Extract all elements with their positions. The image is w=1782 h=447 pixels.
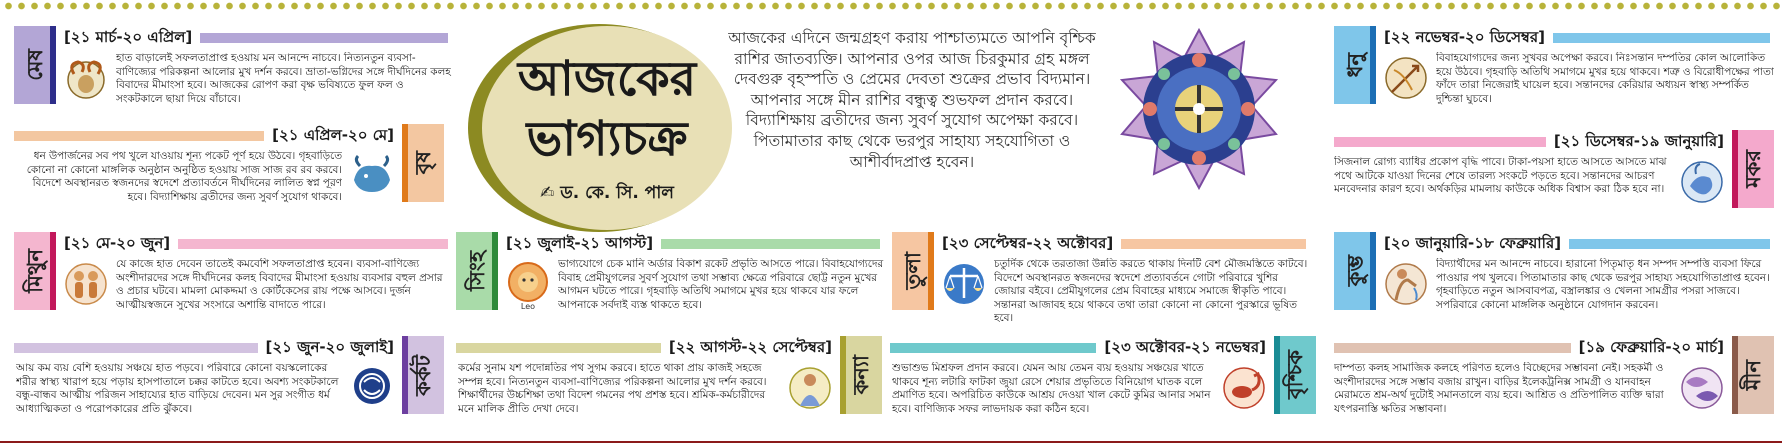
- date-range: [890, 338, 1266, 358]
- date-label: [২২ আগস্ট-২২ সেপ্টেম্বর]: [668, 337, 832, 356]
- sign-name-tab: [402, 336, 444, 414]
- date-range: [64, 28, 448, 48]
- date-range: [64, 234, 448, 254]
- tab-stripe: [840, 336, 846, 414]
- tab-stripe: [492, 232, 498, 310]
- tab-stripe: [1370, 26, 1376, 104]
- date-range: [506, 234, 880, 254]
- sign-name-tab: [1732, 130, 1774, 208]
- pen-icon: ✍: [540, 183, 555, 203]
- tab-stripe: [50, 232, 56, 310]
- page-title: আজকের: [517, 51, 697, 107]
- sign-name-tab: [14, 232, 56, 310]
- dotted-top-border: [0, 0, 1782, 12]
- tab-stripe: [402, 124, 408, 202]
- sign-name-tab: [840, 336, 882, 414]
- color-bar: [456, 343, 661, 353]
- title-emblem: [468, 24, 736, 232]
- sign-singha: [456, 232, 888, 330]
- prediction-text: বিদ্যার্থীদের মন আনন্দে নাচবে। হারানো পিতৃমাতৃ ধন সম্পদ সম্পত্তি ব্যবসা ফিরে পাওয়ার পথ খুলবে। পিতামাতার কাছ থেকে ভরপুর সাহায্য সহযোগিতাপ্রাপ্ত হবেন। গৃহবাড়িতে নতুন আসবাবপত্র, বস্ত্রালঙ্কার ও খেলনা সামগ্রীর পসরা সাজবে। সপরিবারে কোনো মাঙ্গলিক অনুষ্ঠানে যোগদান করবেন।: [1436, 258, 1770, 311]
- lion-caption: Leo: [520, 302, 536, 310]
- sign-name: মকর: [1740, 150, 1765, 188]
- prediction-text: শুভাশুভ মিশ্রফল প্রদান করবে। যেমন আয় তেমন ব্যয় হওয়ায় সঞ্চয়ের খাতে থাকবে শূন্য লটারি ফাটকা জুয়া রেসে শেয়ার প্রভৃতিতে বিনিয়োগ ঘাতক বলে প্রমাণিত হবে। অপরিচিত কাউকে আশ্রয় দেওয়া খাল কেটে কুমির আনার সমান হবে। বাণিজ্যিক সফর লাভদায়ক করা কঠিন হবে।: [892, 362, 1211, 415]
- sign-makar: [1334, 130, 1774, 228]
- sign-name: সিংহ: [464, 251, 489, 291]
- sign-name: মেষ: [22, 49, 47, 81]
- maiden-icon: [784, 362, 836, 414]
- sea-goat-icon: [1676, 156, 1728, 208]
- sign-tula: [892, 232, 1312, 330]
- sign-name: কন্যা: [848, 355, 873, 395]
- color-bar: [14, 131, 264, 141]
- sign-name: বৃশ্চিক: [1282, 350, 1307, 400]
- color-bar: [1569, 239, 1770, 249]
- sign-dhanu: [1334, 26, 1774, 124]
- sign-name-tab: [402, 124, 444, 202]
- sign-name-tab: [14, 26, 56, 104]
- water-bearer-icon: [1380, 258, 1432, 310]
- prediction-text: দাম্পত্য কলহ সামাজিক কলহে পরিণত হলেও বিচ্ছেদের সম্ভাবনা নেই। সহকর্মী ও অংশীদারদের সঙ্গে সম্ভাব বজায় রাখুন। বাড়ির ইলেকট্রনিক্স সামগ্রী ও যানবাহন মেরামতে শ্রম-অর্থ দুটোই সমানতালে ব্যয় হবে। আশ্রিত ও প্রতিপালিত ব্যক্তি দ্বারা যৎপরনাস্তি ক্ষতির সম্ভাবনা।: [1334, 362, 1664, 415]
- zodiac-wheel-icon: [1118, 28, 1280, 190]
- sign-meen: [1334, 336, 1774, 434]
- date-label: [২১ জুলাই-২১ আগস্ট]: [506, 233, 654, 252]
- color-bar: [890, 343, 1096, 353]
- sign-brisha: [14, 124, 444, 222]
- color-bar: [200, 33, 448, 43]
- date-range: [14, 338, 394, 358]
- sign-name: ধনু: [1342, 52, 1367, 78]
- prediction-text: চতুর্দিক থেকে তরতাজা উন্নতি করতে থাকায় দিনটি বেশ মৌজমস্তিতে কাটবে। বিদেশে অবস্থানরত স্বজনদের স্বদেশে প্রত্যাবর্তনে গোটা পরিবারে খুশির জোয়ার বইবে। প্রেমীযুগলের প্রেম বিবাহের মাধ্যমে সমাজে স্বীকৃতি পাবে। সন্তানরা আজাবহ হয়ে থাকবে তথা তারা কোনো না কোনো পুরস্কারে ভূষিত হবে।: [994, 258, 1308, 325]
- date-range: [1334, 338, 1724, 358]
- date-label: [২২ নভেম্বর-২০ ডিসেম্বর]: [1384, 27, 1545, 46]
- tab-stripe: [50, 26, 56, 104]
- author-byline: [482, 180, 732, 208]
- color-bar: [1553, 33, 1770, 43]
- date-label: [১৯ ফেব্রুয়ারি-২০ মার্চ]: [1578, 337, 1724, 356]
- ram-icon: [60, 52, 112, 104]
- tab-stripe: [1274, 336, 1280, 414]
- date-label: [২১ মার্চ-২০ এপ্রিল]: [64, 27, 193, 46]
- sign-kanya: [456, 336, 882, 434]
- color-bar: [178, 239, 448, 249]
- tab-stripe: [1732, 130, 1738, 208]
- color-bar: [1121, 239, 1306, 249]
- prediction-text: যে কাজে হাত দেবেন তাতেই কমবেশি সফলতাপ্রাপ্ত হবেন। ব্যবসা-বাণিজ্যে অংশীদারদের সঙ্গে দীর্ঘদিনের কলহ বিবাদের মীমাংসা হওয়ায় ব্যবসার বহুল প্রসার ও প্রচার ঘটবে। মামলা মোকদ্দমা ও কোর্টকেসের রায় পক্ষে আসবে। দুর্জন আত্মীয়স্বজনে সুখের সংসারে অশান্তি বাদাতে পারে।: [116, 258, 443, 311]
- date-label: [২৩ সেপ্টেম্বর-২২ অক্টোবর]: [942, 233, 1114, 252]
- sign-name-tab: [1334, 26, 1376, 104]
- sign-name-tab: [456, 232, 498, 310]
- sign-mesh: [14, 26, 452, 124]
- bottom-rule: [0, 441, 1782, 443]
- date-label: [২১ জুন-২০ জুলাই]: [265, 337, 394, 356]
- crab-icon: [346, 362, 398, 414]
- tab-stripe: [1732, 336, 1738, 414]
- sign-name-tab: [1732, 336, 1774, 414]
- author-name: ড. কে. সি. পাল: [560, 183, 674, 203]
- tab-stripe: [1370, 232, 1376, 310]
- prediction-text: ধন উপার্জনের সব পথ খুলে যাওয়ায় শূন্য পকেট পূর্ণ হয়ে উঠবে। গৃহবাড়িতে কোনো না কোনো মাঙ্গলিক অনুষ্ঠান অনুষ্ঠিত হওয়ায় সাজ সাজ রব রব করবে। বিদেশে অবস্থানরত স্বজনদের স্বদেশে প্রত্যাবর্তনে দীর্ঘদিনের লালিত স্বপ্ন পূরণ হবে। বিদ্যাশিক্ষায় ব্রতীদের জন্য সুবর্ণ সুযোগ থাকবে।: [26, 150, 342, 203]
- prediction-text: আয় কম ব্যয় বেশি হওয়ায় সঞ্চয়ে হাত পড়বে। পরিবারে কোনো বয়স্কলোকের শরীর স্বাস্থ্য খারাপ হয়ে পড়ায় হাসপাতালে চক্কর কাটতে হবে। অবশ্য সংকটকালে বন্ধু-বান্ধব আত্মীয় পরিজন সাহায্যের হাত বাড়িয়ে দেবেন। মন সুর সংগীত ধর্ম আধ্যাত্মিকতা ও পরোপকারের প্রতি ঝুঁকবে।: [16, 362, 339, 415]
- date-label: [২০ জানুয়ারি-১৮ ফেব্রুয়ারি]: [1384, 233, 1562, 252]
- page-title-line2: ভাগ্যচক্র: [526, 111, 688, 167]
- sign-name-tab: [892, 232, 934, 310]
- sign-name: মিথুন: [22, 249, 47, 293]
- scales-icon: [938, 258, 990, 310]
- lion-icon: [502, 258, 554, 310]
- sign-karkat: [14, 336, 444, 434]
- color-bar: [1334, 137, 1546, 147]
- tab-stripe: [402, 336, 408, 414]
- date-range: [456, 338, 832, 358]
- date-range: [1334, 132, 1724, 152]
- date-label: [২১ মে-২০ জুন]: [64, 233, 171, 252]
- color-bar: [661, 239, 880, 249]
- sign-name: তুলা: [900, 252, 925, 290]
- archer-icon: [1380, 52, 1432, 104]
- sign-name: বৃষ: [410, 151, 435, 175]
- color-bar: [14, 343, 258, 353]
- birthday-intro: আজকের এদিনে জন্মগ্রহণ করায় পাশ্চাত্যমতে আপনি বৃশ্চিক রাশির জাতব্যক্তি। আপনার ওপর আজ চিরকুমার গ্রহ মঙ্গল দেবগুরু বৃহস্পতি ও প্রেমের দেবতা শুক্রের প্রভাব বিদ্যমান। আপনার সঙ্গে মীন রাশির বন্ধুত্ব শুভফল প্রদান করবে। বিদ্যাশিক্ষায় ব্রতীদের জন্য সুবর্ণ সুযোগ অপেক্ষা করবে। পিতামাতার কাছ থেকে ভরপুর সাহায্য সহযোগিতা ও আশীর্বাদপ্রাপ্ত হবেন।: [728, 29, 1096, 171]
- date-range: [1384, 28, 1770, 48]
- prediction-text: বিবাহযোগ্যদের জন্য সুখবর অপেক্ষা করবে। নিঃসন্তান দম্পতির কোল আলোকিত হয়ে উঠবে। গৃহবাড়ি অতিথি সমাগমে মুখর হয়ে থাকবে। শত্রু ও বিরোধীপক্ষের পাতা ফাঁদে তারা নিজেরাই ঘায়েল হবে। সন্তানদের কেরিয়ার অধ্যয়ন স্বাস্থ্য সম্পর্কিত দুশ্চিন্তা ঘুচবে।: [1436, 52, 1774, 105]
- sign-kumbha: [1334, 232, 1774, 330]
- fish-icon: [1676, 362, 1728, 414]
- date-range: [14, 126, 394, 146]
- sign-name-tab: [1274, 336, 1316, 414]
- prediction-text: ভাগ্যযোগে চেক মানি অর্ডার বিকাশ রকেট প্রভৃতি আসতে পারে। বিবাহযোগ্যদের বিবাহ প্রেমীযুগলের সুবর্ণ সুযোগ তথা সম্ভাব্য ক্ষেত্রে পরিবারে ছোট্ট নতুন মুখের আগমন ঘটতে পারে। গৃহবাড়ি অতিথি সমাগমে মুখর হয়ে থাকবে যার ফলে আপনাকে সর্বদাই ব্যস্ত থাকতে হবে।: [558, 258, 884, 311]
- tab-stripe: [928, 232, 934, 310]
- scorpion-icon: [1218, 362, 1270, 414]
- prediction-text: হাত বাড়ালেই সফলতাপ্রাপ্ত হওয়ায় মন আনন্দে নাচবে। নিত্যনতুন ব্যবসা-বাণিজ্যের পরিকল্পনা আলোর মুখ দর্শন করবে। ভ্রাতা-ভগ্নিদের সঙ্গে দীর্ঘদিনের কলহ বিবাদের মীমাংসা হবে। আজকের রোপণ করা বৃক্ষ ভবিষ্যতে ফুল ফল ও সংকটকালে ছায়া দিয়ে বাঁচাবে।: [116, 52, 451, 105]
- sign-name: কুম্ভ: [1342, 255, 1367, 287]
- sign-name-tab: [1334, 232, 1376, 310]
- sign-name: কর্কট: [410, 354, 435, 396]
- date-label: [২১ এপ্রিল-২০ মে]: [272, 125, 394, 144]
- sign-mithun: [14, 232, 452, 330]
- bull-icon: [346, 150, 398, 202]
- sign-brishchik: [890, 336, 1316, 434]
- date-range: [942, 234, 1306, 254]
- color-bar: [1334, 343, 1571, 353]
- date-label: [২৩ অক্টোবর-২১ নভেম্বর]: [1104, 337, 1266, 356]
- date-range: [1384, 234, 1770, 254]
- twins-icon: [60, 258, 112, 310]
- prediction-text: কর্মের সুনাম যশ পদোন্নতির পথ সুগম করবে। হাতে থাকা প্রায় কাজই সহজে সম্পন্ন হবে। নিত্যনতুন ব্যবসা-বাণিজ্যের পরিকল্পনা আলোর মুখ দর্শন করবে। শিক্ষার্থীদের উচ্চশিক্ষা তথা বিদেশ গমনের পথ প্রশস্ত হবে। শ্রমিক-কর্মচারীদের মনে মালিক প্রীতি দেখা দেবে।: [458, 362, 767, 415]
- sign-name: মীন: [1740, 359, 1765, 391]
- date-label: [২১ ডিসেম্বর-১৯ জানুয়ারি]: [1553, 131, 1724, 150]
- prediction-text: সিজনাল রোগ্য ব্যাধির প্রকোপ বৃদ্ধি পাবে। টাকা-পয়সা হাতে আসতে আসতে মাঝ পথে আটকে যাওয়া দিনের শেষে তারল্য সংকটে পড়তে হবে। সন্তানদের আচরণ মনবেদনার কারণ হবে। অর্থকড়ির মামলায় কাউকে অধিক বিশ্বাস করা ঠিক হবে না।: [1334, 156, 1667, 196]
